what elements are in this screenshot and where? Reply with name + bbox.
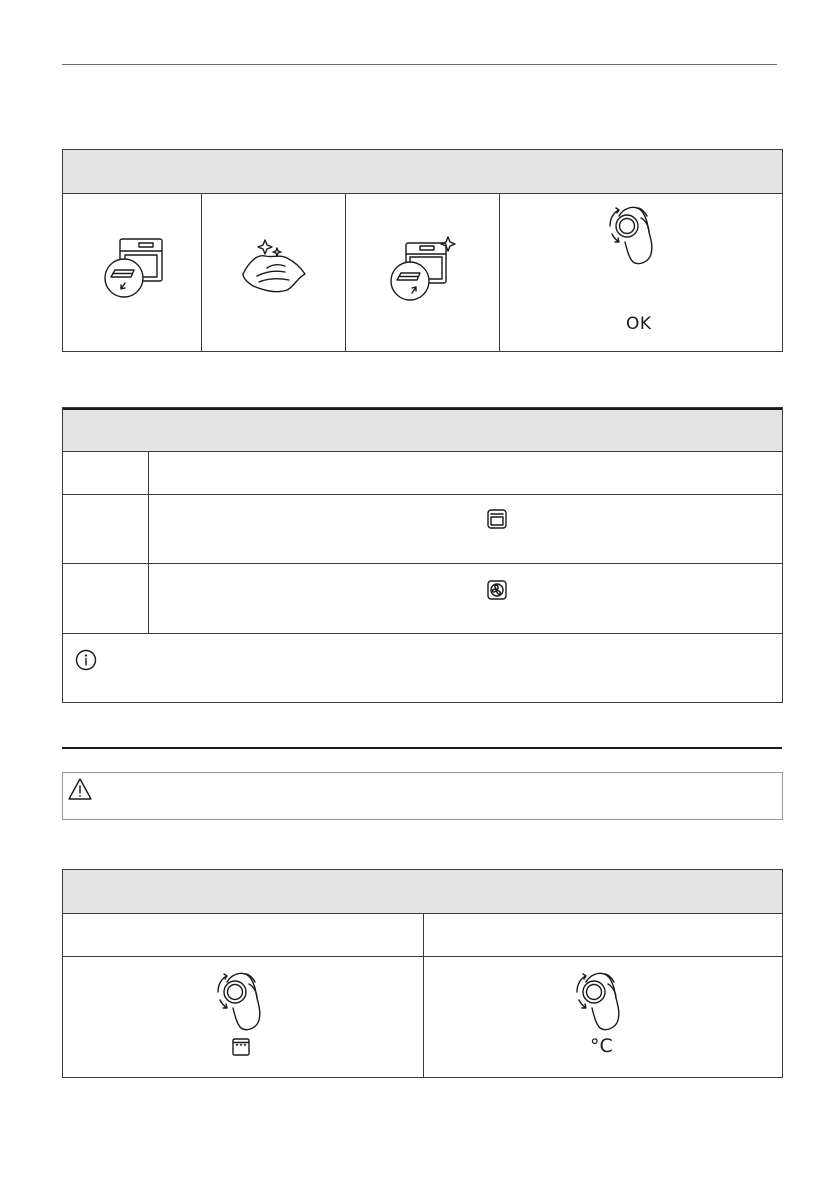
section-rule (62, 747, 782, 749)
ok-label: OK (626, 314, 652, 334)
procedure-table-1 (62, 149, 783, 352)
table-header (63, 150, 782, 194)
oven-light-icon (487, 509, 507, 529)
oven-insert-tray-icon (388, 235, 463, 310)
knob-turn-icon (605, 204, 665, 269)
oven-function-icon (232, 1038, 250, 1056)
knob-turn-icon (213, 970, 273, 1035)
wipe-clean-icon (235, 234, 315, 304)
oven-remove-tray-icon (103, 237, 173, 307)
top-rule (62, 64, 777, 65)
info-icon (75, 649, 97, 671)
knob-turn-icon (572, 970, 632, 1035)
procedure-table-2 (62, 407, 783, 703)
warning-triangle-icon (67, 777, 93, 801)
warning-box (62, 772, 783, 820)
fan-icon (487, 580, 507, 600)
procedure-table-3 (62, 869, 783, 1078)
table-header (63, 408, 782, 452)
temperature-unit-label: °C (590, 1035, 613, 1057)
table-header (63, 870, 782, 914)
